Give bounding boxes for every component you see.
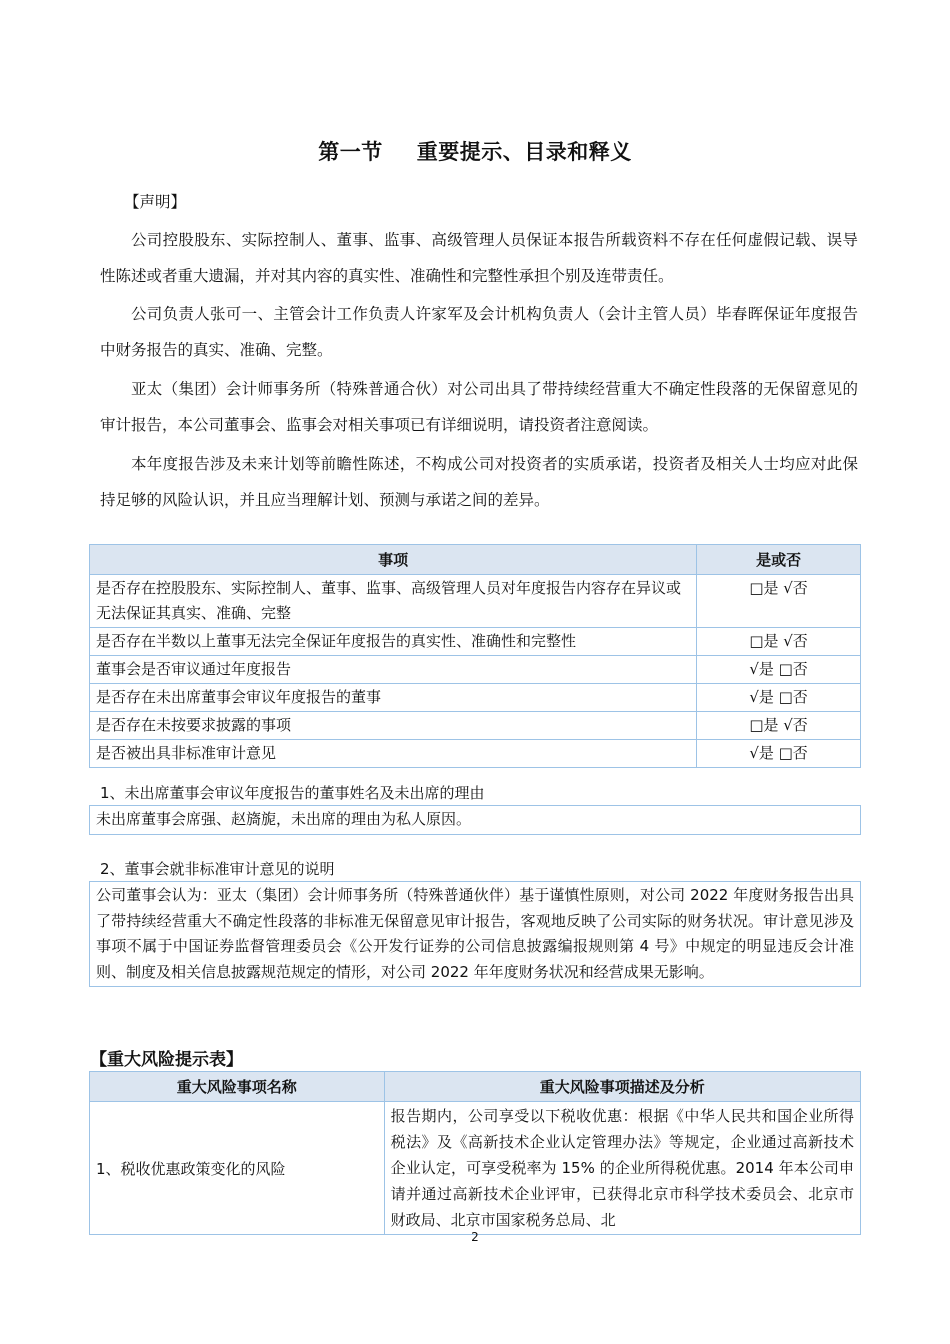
table-row — [90, 684, 861, 712]
risk-table — [89, 1071, 861, 1235]
absent-directors-content: 未出席董事会席强、赵旖旎，未出席的理由为私人原因。 — [89, 805, 861, 835]
column-header-answer: 是或否 — [697, 545, 861, 575]
absent-directors-title: 1、未出席董事会审议年度报告的董事姓名及未出席的理由 — [100, 784, 485, 802]
table-row — [90, 740, 861, 768]
matter-item: 是否存在半数以上董事无法完全保证年度报告的真实性、准确性和完整性 — [90, 628, 697, 656]
statement-label: 【声明】 — [124, 193, 187, 211]
risk-name: 1、税收优惠政策变化的风险 — [90, 1102, 385, 1235]
matter-item: 是否存在未按要求披露的事项 — [90, 712, 697, 740]
matter-item: 是否存在控股股东、实际控制人、董事、监事、高级管理人员对年度报告内容存在异议或无法保证其真实、准确、完整 — [90, 575, 697, 628]
statement-paragraph: 公司控股股东、实际控制人、董事、监事、高级管理人员保证本报告所载资料不存在任何虚假记载、误导性陈述或者重大遗漏，并对其内容的真实性、准确性和完整性承担个别及连带责任。 — [100, 231, 858, 285]
table-row — [90, 712, 861, 740]
section-title — [0, 136, 950, 166]
column-header-risk-name: 重大风险事项名称 — [90, 1072, 385, 1102]
section-number: 第一节 — [318, 140, 383, 164]
matter-answer: √是 □否 — [697, 656, 861, 684]
matter-answer: √是 □否 — [697, 740, 861, 768]
risk-description: 报告期内，公司享受以下税收优惠：根据《中华人民共和国企业所得税法》及《高新技术企业认定管理办法》等规定，企业通过高新技术企业认定，可享受税率为 15% 的企业所得税优惠。2014 年本公司申请并通过高新技术企业评审，已获得北京市科学技术委员会、北京市财政局、北京市国家税务总局、北 — [384, 1102, 860, 1235]
matter-item: 是否存在未出席董事会审议年度报告的董事 — [90, 684, 697, 712]
statement-paragraph: 公司负责人张可一、主管会计工作负责人许家军及会计机构负责人（会计主管人员）毕春晖保证年度报告中财务报告的真实、准确、完整。 — [100, 305, 858, 359]
statement-paragraph: 亚太（集团）会计师事务所（特殊普通合伙）对公司出具了带持续经营重大不确定性段落的无保留意见的审计报告，本公司董事会、监事会对相关事项已有详细说明，请投资者注意阅读。 — [100, 380, 858, 434]
page-number: 2 — [471, 1230, 479, 1244]
matter-item: 是否被出具非标准审计意见 — [90, 740, 697, 768]
statement-paragraph: 本年度报告涉及未来计划等前瞻性陈述，不构成公司对投资者的实质承诺，投资者及相关人士均应对此保持足够的风险认识，并且应当理解计划、预测与承诺之间的差异。 — [100, 455, 858, 509]
matter-answer: □是 √否 — [697, 712, 861, 740]
matter-answer: □是 √否 — [697, 575, 861, 628]
section-heading: 重要提示、目录和释义 — [416, 140, 632, 164]
matters-table — [89, 544, 861, 768]
risk-section-title: 【重大风险提示表】 — [90, 1050, 243, 1070]
table-header-row — [90, 545, 861, 575]
table-row — [90, 656, 861, 684]
nonstandard-opinion-content: 公司董事会认为：亚太（集团）会计师事务所（特殊普通伙伴）基于谨慎性原则，对公司 2022 年度财务报告出具了带持续经营重大不确定性段落的非标准无保留意见审计报告，客观地反映了公司实际的财务状况。审计意见涉及事项不属于中国证券监督管理委员会《公开发行证券的公司信息披露编报规则第 4 号》中规定的明显违反会计准则、制度及相关信息披露规范规定的情形，对公司 2022 年年度财务状况和经营成果无影响。 — [89, 881, 861, 987]
table-header-row — [90, 1072, 861, 1102]
table-row — [90, 1102, 861, 1235]
column-header-item: 事项 — [90, 545, 697, 575]
matter-item: 董事会是否审议通过年度报告 — [90, 656, 697, 684]
column-header-risk-description: 重大风险事项描述及分析 — [384, 1072, 860, 1102]
matter-answer: □是 √否 — [697, 628, 861, 656]
table-row — [90, 628, 861, 656]
table-row — [90, 575, 861, 628]
nonstandard-opinion-title: 2、董事会就非标准审计意见的说明 — [100, 860, 335, 878]
matter-answer: √是 □否 — [697, 684, 861, 712]
